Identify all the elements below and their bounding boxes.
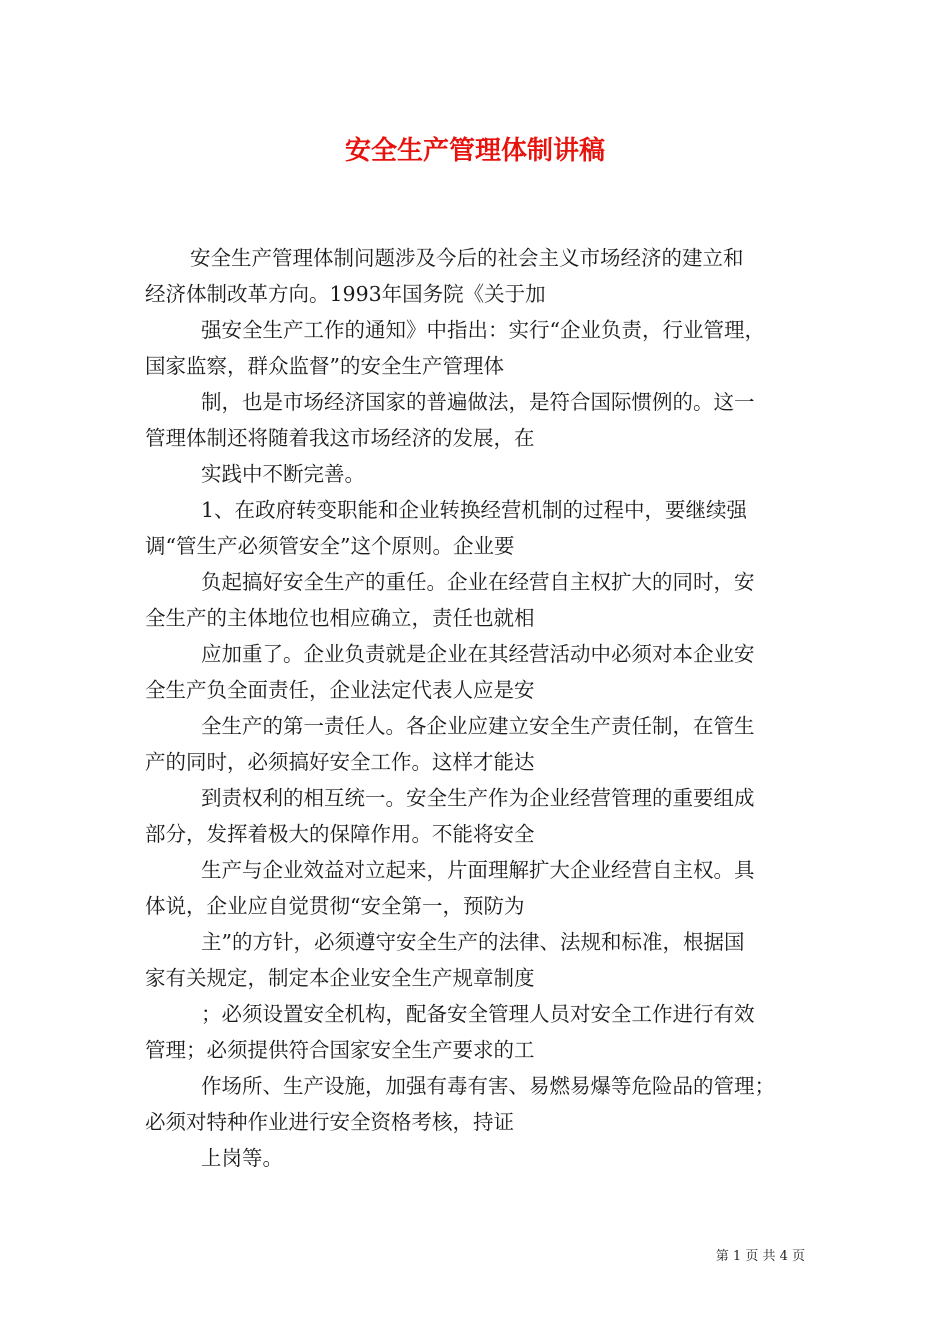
text-line: 上岗等。 (201, 1146, 283, 1170)
text-line: 体说，企业应自觉贯彻“安全第一，预防为 (145, 894, 525, 918)
text-line: 国家监察，群众监督”的安全生产管理体 (145, 354, 504, 378)
text-line: 产的同时，必须搞好安全工作。这样才能达 (145, 750, 535, 774)
text-line: 必须对特种作业进行安全资格考核，持证 (145, 1110, 514, 1134)
text-line: 安全生产管理体制问题涉及今后的社会主义市场经济的建立和 (190, 246, 744, 270)
text-line: 家有关规定，制定本企业安全生产规章制度 (145, 966, 535, 990)
page-number-footer: 第 1 页 共 4 页 (715, 1249, 805, 1264)
text-line: 实践中不断完善。 (201, 462, 365, 486)
text-line: 全生产负全面责任，企业法定代表人应是安 (145, 678, 535, 702)
text-line: 强安全生产工作的通知》中指出：实行“企业负责，行业管理， (201, 318, 765, 342)
text-line: 全生产的主体地位也相应确立，责任也就相 (145, 606, 535, 630)
text-line: 主”的方针，必须遵守安全生产的法律、法规和标准，根据国 (201, 930, 745, 954)
text-line: 调“管生产必须管安全”这个原则。企业要 (145, 534, 515, 558)
document-title: 安全生产管理体制讲稿 (344, 136, 605, 166)
text-line: 管理；必须提供符合国家安全生产要求的工 (145, 1038, 535, 1062)
text-line: ；必须设置安全机构，配备安全管理人员对安全工作进行有效 (201, 1002, 755, 1026)
text-line: 应加重了。企业负责就是企业在其经营活动中必须对本企业安 (201, 642, 755, 666)
text-line: 部分，发挥着极大的保障作用。不能将安全 (145, 822, 535, 846)
text-line: 作场所、生产设施，加强有毒有害、易燃易爆等危险品的管理； (201, 1074, 775, 1098)
document-body (145, 240, 810, 1176)
text-line: 1、在政府转变职能和企业转换经营机制的过程中，要继续强 (201, 498, 748, 522)
body-paragraphs (145, 240, 810, 1176)
text-line: 生产与企业效益对立起来，片面理解扩大企业经营自主权。具 (201, 858, 755, 882)
text-line: 管理体制还将随着我这市场经济的发展，在 (145, 426, 535, 450)
text-line: 制，也是市场经济国家的普遍做法，是符合国际惯例的。这一 (201, 390, 755, 414)
text-line: 全生产的第一责任人。各企业应建立安全生产责任制，在管生 (201, 714, 755, 738)
text-line: 经济体制改革方向。1993年国务院《关于加 (145, 282, 546, 306)
text-line: 到责权利的相互统一。安全生产作为企业经营管理的重要组成 (201, 786, 755, 810)
text-line: 负起搞好安全生产的重任。企业在经营自主权扩大的同时，安 (201, 570, 755, 594)
